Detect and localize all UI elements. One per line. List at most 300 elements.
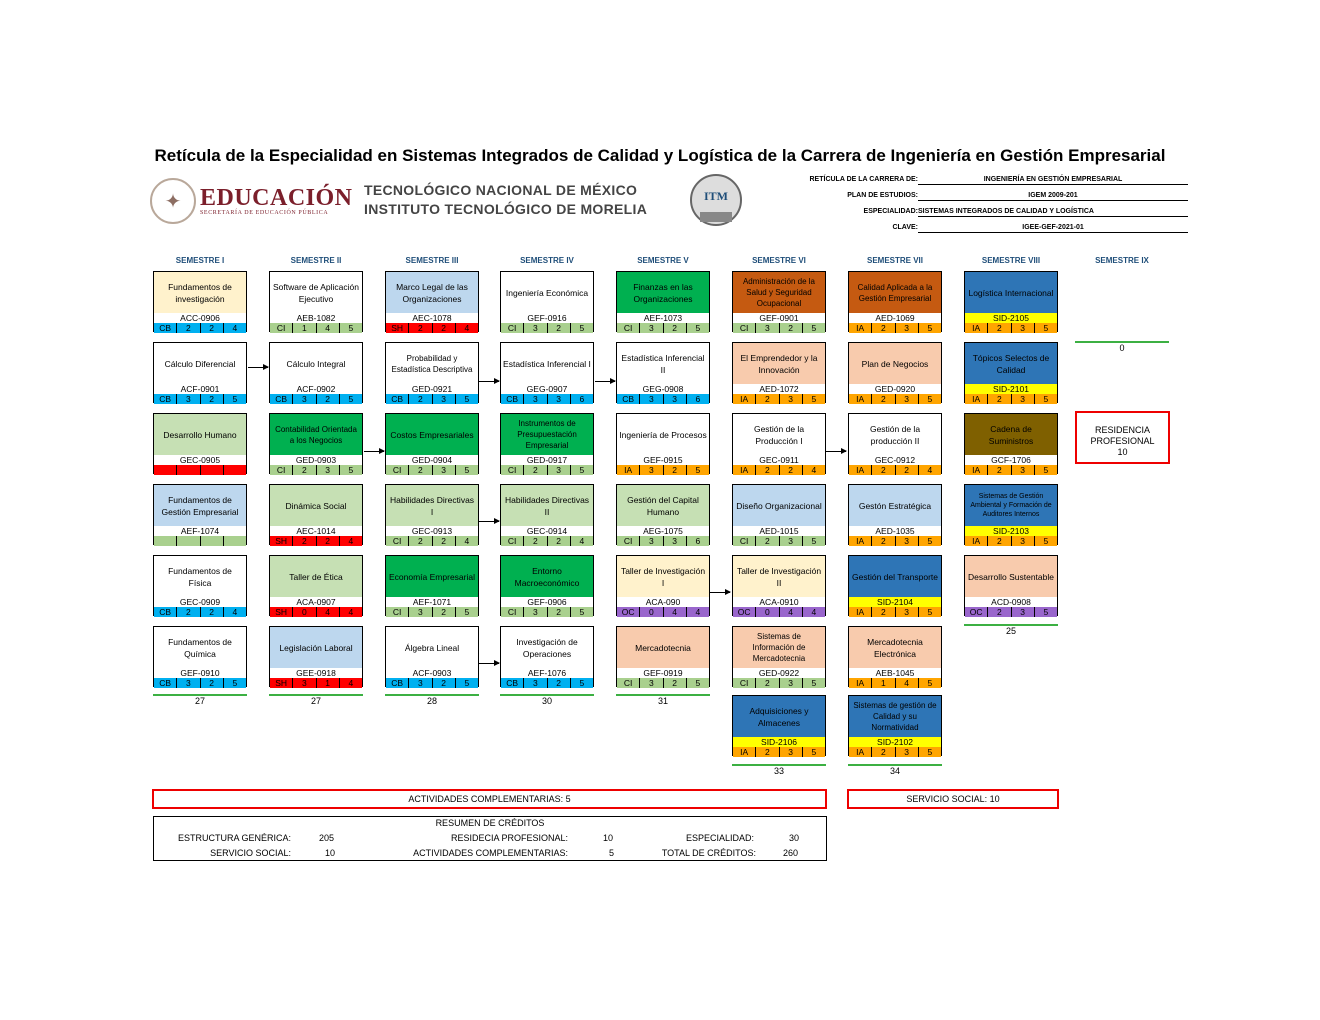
- course-card[interactable]: [964, 413, 1058, 474]
- info-value: IGEM 2009-201: [918, 192, 1188, 201]
- credit-cell: 2: [523, 465, 546, 475]
- credit-cell: 3: [176, 394, 199, 404]
- course-card[interactable]: [732, 484, 826, 545]
- course-code: GEC-0909: [154, 597, 246, 607]
- course-card[interactable]: [616, 626, 710, 687]
- course-card[interactable]: [269, 555, 363, 616]
- course-credits: [965, 536, 1057, 546]
- course-card[interactable]: [848, 484, 942, 545]
- course-card[interactable]: [848, 342, 942, 403]
- credit-cell: 5: [1034, 607, 1057, 617]
- course-name: Gestón Estratégica: [849, 485, 941, 526]
- course-code: AEF-1074: [154, 526, 246, 536]
- credit-cell: 5: [570, 678, 593, 688]
- credit-cell: 3: [639, 465, 662, 475]
- credit-cell: CB: [506, 394, 519, 404]
- semester-header: SEMESTRE III: [405, 256, 459, 265]
- course-code: SID-2103: [965, 526, 1057, 536]
- credit-cell: 3: [755, 323, 778, 333]
- credit-cell: 2: [547, 323, 570, 333]
- semester-total: 27: [310, 696, 321, 706]
- course-card[interactable]: [269, 342, 363, 403]
- course-code: AED-1035: [849, 526, 941, 536]
- course-name: Legislación Laboral: [270, 627, 362, 668]
- actividades-sum-value: 5: [609, 848, 615, 858]
- semester-header: SEMESTRE VI: [752, 256, 806, 265]
- credit-cell: 2: [987, 323, 1010, 333]
- course-card[interactable]: [153, 342, 247, 403]
- prereq-arrow: [479, 663, 499, 664]
- course-credits: [849, 394, 941, 404]
- credit-cell: 2: [755, 536, 778, 546]
- semester-header: SEMESTRE VII: [866, 256, 923, 265]
- course-card[interactable]: [964, 271, 1058, 332]
- credit-cell: IA: [972, 394, 981, 404]
- course-name: Sistemas de gestión de Calidad y su Normatividad: [849, 696, 941, 737]
- credit-cell: 5: [570, 465, 593, 475]
- course-name: Software de Aplicación Ejecutivo: [270, 272, 362, 313]
- course-code: SID-2106: [733, 737, 825, 747]
- course-card[interactable]: [848, 695, 942, 756]
- course-code: AEC-1078: [386, 313, 478, 323]
- course-name: Diseño Organizacional: [733, 485, 825, 526]
- credit-cell: CB: [622, 394, 635, 404]
- semester-total: 34: [889, 766, 900, 776]
- info-value: SISTEMAS INTEGRADOS DE CALIDAD Y LOGÍSTICA: [918, 208, 1188, 217]
- course-card[interactable]: [732, 626, 826, 687]
- credit-cell: 2: [663, 323, 686, 333]
- credit-cell: [223, 536, 246, 546]
- credit-cell: IA: [740, 394, 749, 404]
- course-card[interactable]: [732, 413, 826, 474]
- credit-cell: 2: [432, 678, 455, 688]
- course-credits: [733, 323, 825, 333]
- credit-cell: CI: [739, 678, 749, 688]
- course-card[interactable]: [385, 626, 479, 687]
- course-name: Taller de Investigación I: [617, 556, 709, 597]
- servicio-box: [847, 789, 1059, 809]
- credit-cell: 4: [316, 607, 339, 617]
- prereq-arrow: [595, 381, 615, 382]
- course-card[interactable]: [964, 484, 1058, 545]
- course-name: Mercadotecnia Electrónica: [849, 627, 941, 668]
- residencia-sum-label: RESIDECIA PROFESIONAL:: [450, 833, 568, 843]
- credit-cell: [176, 536, 199, 546]
- semester-header: SEMESTRE IV: [520, 256, 574, 265]
- course-credits: [733, 465, 825, 475]
- course-code: AEC-1014: [270, 526, 362, 536]
- course-code: ACD-0908: [965, 597, 1057, 607]
- course-credits: [270, 678, 362, 688]
- credit-cell: CI: [276, 465, 286, 475]
- course-credits: [733, 678, 825, 688]
- course-code: GEF-0906: [501, 597, 593, 607]
- credit-cell: 5: [918, 678, 941, 688]
- credit-cell: 2: [523, 536, 546, 546]
- course-name: Ingeniería Económica: [501, 272, 593, 313]
- course-card[interactable]: [385, 342, 479, 403]
- credit-cell: IA: [856, 465, 865, 475]
- credit-cell: [200, 536, 223, 546]
- course-card[interactable]: [269, 271, 363, 332]
- credit-cell: 3: [639, 678, 662, 688]
- course-name: Cálculo Diferencial: [154, 343, 246, 384]
- course-code: AED-1072: [733, 384, 825, 394]
- semester-total: 33: [773, 766, 784, 776]
- course-code: AEF-1076: [501, 668, 593, 678]
- credit-cell: 4: [686, 607, 709, 617]
- credit-cell: [200, 465, 223, 475]
- semester-total: 25: [1005, 626, 1016, 636]
- credit-cell: 4: [316, 323, 339, 333]
- credit-cell: IA: [972, 465, 981, 475]
- credit-cell: 3: [523, 394, 546, 404]
- course-name: Plan de Negocios: [849, 343, 941, 384]
- credit-cell: 3: [895, 394, 918, 404]
- credit-cell: 3: [663, 394, 686, 404]
- credit-cell: 5: [918, 747, 941, 757]
- info-label: RETÍCULA DE LA CARRERA DE:: [809, 176, 918, 183]
- course-name: Gestión de la Producción I: [733, 414, 825, 455]
- course-code: GEC-0912: [849, 455, 941, 465]
- course-credits: [501, 607, 593, 617]
- course-code: ACA-0907: [270, 597, 362, 607]
- course-card[interactable]: [616, 413, 710, 474]
- especialidad-value: 30: [789, 833, 800, 843]
- course-card[interactable]: [269, 626, 363, 687]
- course-credits: [617, 465, 709, 475]
- course-card[interactable]: [500, 413, 594, 474]
- credit-cell: 2: [755, 747, 778, 757]
- course-code: GEF-0910: [154, 668, 246, 678]
- course-name: Gestión del Transporte: [849, 556, 941, 597]
- course-name: Sistemas de Gestión Ambiental y Formación de Auditores Internos: [965, 485, 1057, 526]
- credit-cell: 5: [802, 394, 825, 404]
- course-credits: [270, 607, 362, 617]
- course-credits: [849, 323, 941, 333]
- course-card[interactable]: [616, 271, 710, 332]
- credit-cell: CB: [506, 678, 519, 688]
- course-name: Costos Empresariales: [386, 414, 478, 455]
- credit-cell: 5: [1034, 394, 1057, 404]
- credit-cell: 5: [1034, 465, 1057, 475]
- course-credits: [733, 394, 825, 404]
- prereq-arrow: [364, 451, 384, 452]
- course-name: Taller de Ética: [270, 556, 362, 597]
- credit-cell: 5: [339, 394, 362, 404]
- course-card[interactable]: [964, 555, 1058, 616]
- course-card[interactable]: [500, 484, 594, 545]
- course-name: Calidad Aplicada a la Gestión Empresarial: [849, 272, 941, 313]
- credit-cell: 2: [316, 394, 339, 404]
- credit-cell: 5: [339, 465, 362, 475]
- course-card[interactable]: [616, 555, 710, 616]
- course-card[interactable]: [732, 271, 826, 332]
- course-code: ACF-0903: [386, 668, 478, 678]
- credit-cell: 2: [871, 465, 894, 475]
- course-code: GEC-0914: [501, 526, 593, 536]
- credit-cell: 3: [176, 678, 199, 688]
- credit-cell: 2: [432, 536, 455, 546]
- course-credits: [617, 536, 709, 546]
- course-card[interactable]: [848, 413, 942, 474]
- credit-cell: 4: [223, 607, 246, 617]
- credit-cell: 4: [802, 465, 825, 475]
- credit-cell: 5: [455, 394, 478, 404]
- credit-cell: [154, 536, 176, 546]
- info-value: INGENIERÍA EN GESTIÓN EMPRESARIAL: [918, 176, 1188, 185]
- course-credits: [154, 607, 246, 617]
- credit-cell: CI: [507, 323, 517, 333]
- credit-cell: 5: [918, 536, 941, 546]
- course-credits: [617, 394, 709, 404]
- course-card[interactable]: [153, 626, 247, 687]
- credit-cell: 2: [547, 678, 570, 688]
- course-code: GEE-0918: [270, 668, 362, 678]
- course-credits: [849, 607, 941, 617]
- prereq-arrow: [479, 381, 499, 382]
- course-credits: [849, 536, 941, 546]
- credit-cell: 2: [663, 678, 686, 688]
- course-credits: [501, 323, 593, 333]
- credit-cell: 4: [339, 536, 362, 546]
- residencia-box: [1075, 411, 1170, 464]
- course-code: AEB-1045: [849, 668, 941, 678]
- course-card[interactable]: [385, 413, 479, 474]
- servicio-sum-label: SERVICIO SOCIAL:: [210, 848, 291, 858]
- semester-total: 0: [1119, 343, 1125, 353]
- credit-cell: IA: [856, 747, 865, 757]
- credit-cell: 2: [408, 465, 431, 475]
- info-label: ESPECIALIDAD:: [863, 208, 918, 215]
- credit-cell: 3: [639, 394, 662, 404]
- course-code: GEG-0907: [501, 384, 593, 394]
- course-credits: [849, 465, 941, 475]
- credit-cell: IA: [856, 394, 865, 404]
- credit-cell: 2: [895, 465, 918, 475]
- servicio-sum-value: 10: [325, 848, 336, 858]
- course-code: GED-0917: [501, 455, 593, 465]
- credit-cell: 5: [686, 323, 709, 333]
- course-name: Gestión del Capital Humano: [617, 485, 709, 526]
- credit-cell: 4: [223, 323, 246, 333]
- credit-cell: 3: [523, 607, 546, 617]
- credit-cell: 5: [570, 607, 593, 617]
- credit-cell: 5: [339, 323, 362, 333]
- credit-cell: 5: [802, 536, 825, 546]
- course-code: AEB-1082: [270, 313, 362, 323]
- course-card[interactable]: [500, 555, 594, 616]
- credit-cell: 2: [408, 536, 431, 546]
- course-card[interactable]: [964, 342, 1058, 403]
- course-card[interactable]: [732, 342, 826, 403]
- credit-cell: 2: [663, 465, 686, 475]
- credit-cell: 2: [200, 607, 223, 617]
- credit-cell: 5: [918, 607, 941, 617]
- semester-header: SEMESTRE IX: [1095, 256, 1149, 265]
- credit-cell: 5: [802, 323, 825, 333]
- credit-cell: 5: [455, 607, 478, 617]
- course-card[interactable]: [732, 555, 826, 616]
- course-credits: [849, 747, 941, 757]
- credit-cell: 2: [200, 323, 223, 333]
- course-name: Mercadotecnia: [617, 627, 709, 668]
- credit-cell: CB: [159, 678, 172, 688]
- course-code: SID-2102: [849, 737, 941, 747]
- course-code: GED-0922: [733, 668, 825, 678]
- credit-cell: 2: [987, 536, 1010, 546]
- course-code: SID-2105: [965, 313, 1057, 323]
- actividades-box: [152, 789, 827, 809]
- course-card[interactable]: [153, 271, 247, 332]
- course-name: Fundamentos de investigación: [154, 272, 246, 313]
- course-card[interactable]: [848, 555, 942, 616]
- course-card[interactable]: [500, 271, 594, 332]
- career-info-row: [770, 222, 1190, 236]
- course-code: GEC-0913: [386, 526, 478, 536]
- credit-cell: 2: [200, 394, 223, 404]
- semester-total: 27: [194, 696, 205, 706]
- credit-cell: 3: [292, 678, 315, 688]
- course-code: GED-0920: [849, 384, 941, 394]
- course-credits: [270, 394, 362, 404]
- course-name: Instrumentos de Presupuestación Empresarial: [501, 414, 593, 455]
- course-credits: [154, 394, 246, 404]
- credit-cell: 3: [779, 536, 802, 546]
- course-card[interactable]: [500, 626, 594, 687]
- semester-total: 30: [541, 696, 552, 706]
- course-card[interactable]: [385, 271, 479, 332]
- credit-cell: CB: [159, 323, 172, 333]
- career-info-row: [770, 190, 1190, 204]
- credit-cell: 3: [779, 747, 802, 757]
- credit-cell: [223, 465, 246, 475]
- course-code: GCF-1706: [965, 455, 1057, 465]
- info-label: CLAVE:: [892, 224, 918, 231]
- course-credits: [386, 394, 478, 404]
- itm-logo-icon: [688, 170, 744, 230]
- credit-cell: 1: [871, 678, 894, 688]
- credit-cell: OC: [969, 607, 983, 617]
- credit-cell: IA: [856, 607, 865, 617]
- credit-cell: IA: [856, 323, 865, 333]
- credit-cell: CI: [507, 536, 517, 546]
- credit-cell: 2: [432, 607, 455, 617]
- credit-summary: [153, 816, 827, 861]
- credit-cell: 4: [918, 465, 941, 475]
- credit-cell: CI: [392, 607, 402, 617]
- credit-cell: 4: [802, 607, 825, 617]
- credit-cell: CI: [623, 678, 633, 688]
- course-credits: [965, 323, 1057, 333]
- credit-cell: 2: [408, 323, 431, 333]
- credit-cell: 4: [339, 678, 362, 688]
- credit-cell: IA: [972, 536, 981, 546]
- credit-cell: CI: [739, 323, 749, 333]
- course-card[interactable]: [616, 484, 710, 545]
- estructura-label: ESTRUCTURA GENÉRICA:: [177, 833, 291, 843]
- course-code: SID-2104: [849, 597, 941, 607]
- credit-cell: 0: [639, 607, 662, 617]
- course-card[interactable]: [153, 555, 247, 616]
- career-info-row: [770, 206, 1190, 220]
- semester-total: 31: [657, 696, 668, 706]
- course-credits: [386, 607, 478, 617]
- residencia-label: RESIDENCIA PROFESIONAL: [1090, 425, 1155, 446]
- semester-total: 28: [426, 696, 437, 706]
- credit-cell: CI: [507, 465, 517, 475]
- course-credits: [270, 536, 362, 546]
- credit-cell: SH: [275, 678, 288, 688]
- course-name: Administración de la Salud y Seguridad Ocupacional: [733, 272, 825, 313]
- course-name: Álgebra Lineal: [386, 627, 478, 668]
- credit-cell: 5: [455, 465, 478, 475]
- course-name: Desarrollo Sustentable: [965, 556, 1057, 597]
- course-code: AEF-1071: [386, 597, 478, 607]
- course-code: AEG-1075: [617, 526, 709, 536]
- course-card[interactable]: [269, 413, 363, 474]
- course-card[interactable]: [153, 413, 247, 474]
- course-code: GEG-0908: [617, 384, 709, 394]
- course-card[interactable]: [500, 342, 594, 403]
- course-card[interactable]: [732, 695, 826, 756]
- credit-cell: 2: [779, 465, 802, 475]
- course-name: Cálculo Integral: [270, 343, 362, 384]
- credit-cell: IA: [740, 465, 749, 475]
- course-card[interactable]: [153, 484, 247, 545]
- itm-logo-text: ITM: [704, 189, 728, 203]
- course-code: ACA-0910: [733, 597, 825, 607]
- course-name: Habilidades Directivas II: [501, 485, 593, 526]
- course-code: GEC-0905: [154, 455, 246, 465]
- course-card[interactable]: [848, 271, 942, 332]
- sep-text: SECRETARÍA DE EDUCACIÓN PÚBLICA: [200, 210, 329, 216]
- course-code: ACC-0906: [154, 313, 246, 323]
- course-name: Probabilidad y Estadística Descriptiva: [386, 343, 478, 384]
- summary-title: RESUMEN DE CRÉDITOS: [435, 818, 545, 828]
- credit-cell: 3: [523, 323, 546, 333]
- course-card[interactable]: [848, 626, 942, 687]
- page-title: Retícula de la Especialidad en Sistemas Integrados de Calidad y Logística de la Carrera de Ingeniería en Gestión Empresarial: [154, 146, 1166, 165]
- credit-cell: 2: [779, 323, 802, 333]
- course-card[interactable]: [385, 555, 479, 616]
- credit-cell: OC: [737, 607, 751, 617]
- credit-cell: 0: [292, 607, 315, 617]
- info-value: IGEE-GEF-2021-01: [918, 224, 1188, 233]
- credit-cell: [176, 465, 199, 475]
- credit-cell: 5: [223, 394, 246, 404]
- prereq-arrow: [826, 451, 846, 452]
- course-code: ACF-0902: [270, 384, 362, 394]
- course-card[interactable]: [385, 484, 479, 545]
- servicio-label: SERVICIO SOCIAL: 10: [906, 794, 1000, 804]
- credit-cell: 3: [639, 323, 662, 333]
- credit-cell: CI: [276, 323, 286, 333]
- credit-cell: SH: [391, 323, 404, 333]
- credit-cell: 3: [408, 607, 431, 617]
- mexico-seal-icon: ✦: [150, 178, 196, 224]
- course-code: GEF-0901: [733, 313, 825, 323]
- course-credits: [154, 536, 246, 546]
- credit-cell: 3: [316, 465, 339, 475]
- course-credits: [501, 394, 593, 404]
- course-card[interactable]: [269, 484, 363, 545]
- course-name: Ingeniería de Procesos: [617, 414, 709, 455]
- prereq-arrow: [248, 367, 268, 368]
- course-card[interactable]: [616, 342, 710, 403]
- credit-cell: SH: [275, 607, 288, 617]
- course-name: Logística Internacional: [965, 272, 1057, 313]
